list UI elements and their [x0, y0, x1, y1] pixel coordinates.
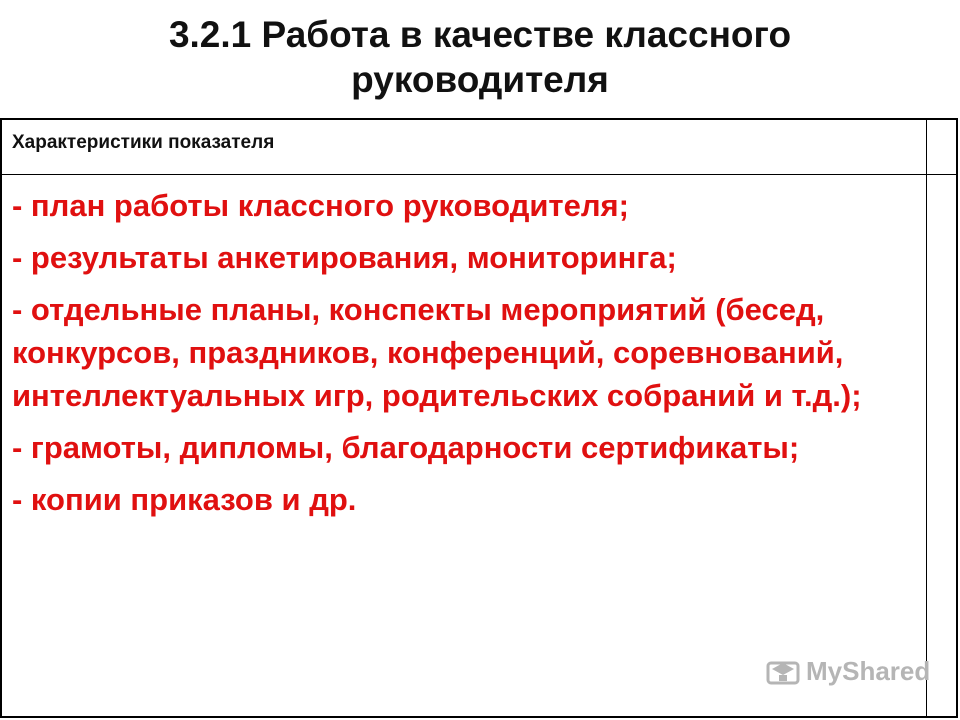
list-item: - результаты анкетирования, мониторинга;	[12, 240, 677, 275]
table-column-divider	[926, 120, 927, 716]
indicator-table	[0, 118, 958, 718]
mortarboard-icon	[766, 657, 800, 687]
slide-title-line-2: руководителя	[351, 59, 609, 100]
list-item: - план работы классного руководителя;	[12, 188, 629, 223]
table-row-divider	[2, 174, 956, 175]
list-item: - отдельные планы, конспекты мероприятий (бесед, конкурсов, праздников, конференций, соревнований, интеллектуальных игр, родительских собраний и т.д.);	[12, 292, 862, 413]
watermark	[766, 656, 930, 687]
table-body-cell	[12, 184, 917, 530]
watermark-text: MyShared	[806, 656, 931, 686]
table-header-cell: Характеристики показателя	[12, 132, 275, 153]
slide-title-line-1: 3.2.1 Работа в качестве классного	[168, 14, 792, 55]
list-item: - копии приказов и др.	[12, 482, 357, 517]
slide-title	[0, 12, 960, 102]
list-item: - грамоты, дипломы, благодарности сертификаты;	[12, 430, 800, 465]
